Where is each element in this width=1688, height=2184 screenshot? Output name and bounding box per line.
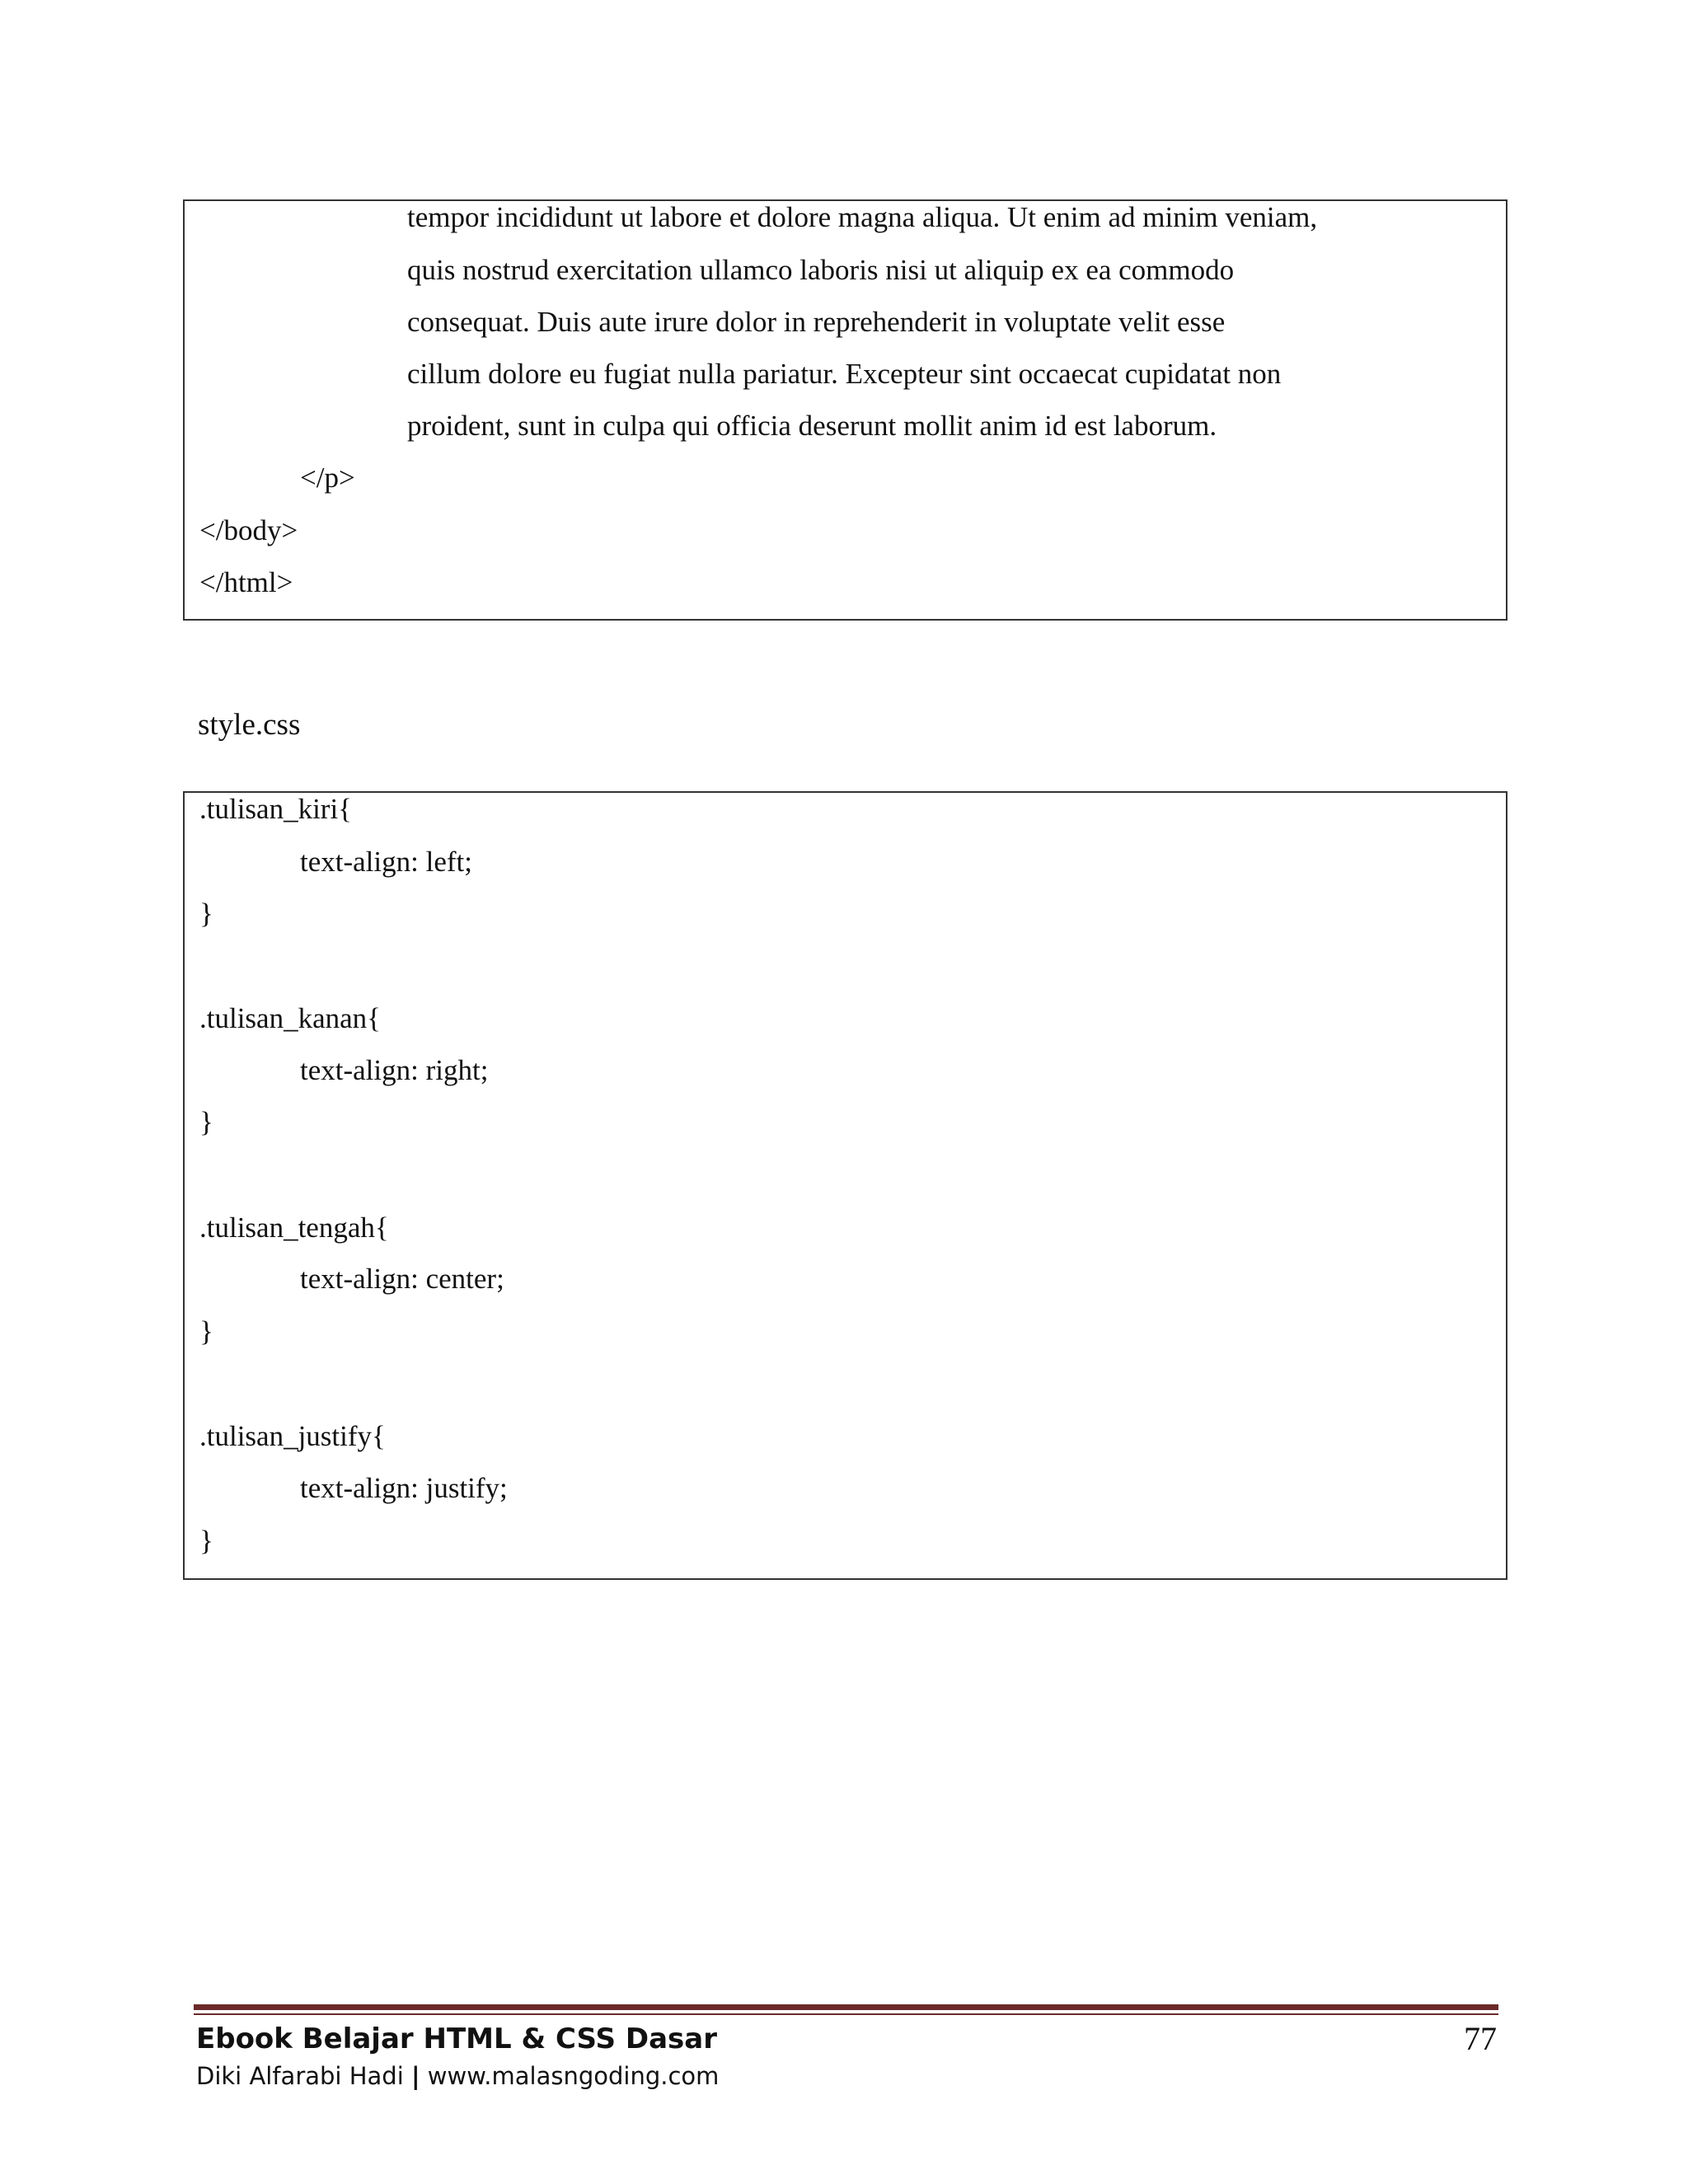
code-line: } <box>199 898 213 930</box>
code-line: } <box>199 1525 213 1557</box>
code-line: tempor incididunt ut labore et dolore magna aliqua. Ut enim ad minim veniam, <box>407 201 1318 233</box>
css-code-box <box>183 791 1507 1580</box>
css-file-label: style.css <box>198 708 301 742</box>
code-line: </body> <box>199 514 298 546</box>
footer-author: Diki Alfarabi Hadi <box>196 2062 404 2090</box>
footer-separator: | <box>410 2062 420 2090</box>
footer-rule <box>194 2004 1498 2010</box>
footer-byline <box>196 2060 719 2092</box>
page-number: 77 <box>1464 2020 1497 2057</box>
code-line: text-align: justify; <box>300 1472 508 1504</box>
code-line: text-align: left; <box>300 846 472 878</box>
code-line: .tulisan_kanan{ <box>199 1002 381 1034</box>
code-line: } <box>199 1315 213 1347</box>
code-line: consequat. Duis aute irure dolor in reprehenderit in voluptate velit esse <box>407 306 1226 338</box>
code-line: </p> <box>300 462 355 494</box>
code-line: .tulisan_tengah{ <box>199 1212 389 1244</box>
code-line: text-align: right; <box>300 1054 489 1086</box>
code-line: .tulisan_kiri{ <box>199 793 352 825</box>
footer-title: Ebook Belajar HTML & CSS Dasar <box>196 2022 717 2055</box>
code-line: </html> <box>199 566 293 598</box>
code-line: } <box>199 1106 213 1138</box>
code-line: quis nostrud exercitation ullamco laboris nisi ut aliquip ex ea commodo <box>407 254 1235 286</box>
html-code-box <box>183 199 1507 621</box>
footer-website: www.malasngoding.com <box>427 2062 720 2090</box>
footer-rule-thin <box>194 2013 1498 2015</box>
code-line: cillum dolore eu fugiat nulla pariatur. Excepteur sint occaecat cupidatat non <box>407 358 1282 390</box>
code-line: .tulisan_justify{ <box>199 1420 386 1452</box>
code-line: text-align: center; <box>300 1263 504 1295</box>
code-line: proident, sunt in culpa qui officia deserunt mollit anim id est laborum. <box>407 410 1217 442</box>
